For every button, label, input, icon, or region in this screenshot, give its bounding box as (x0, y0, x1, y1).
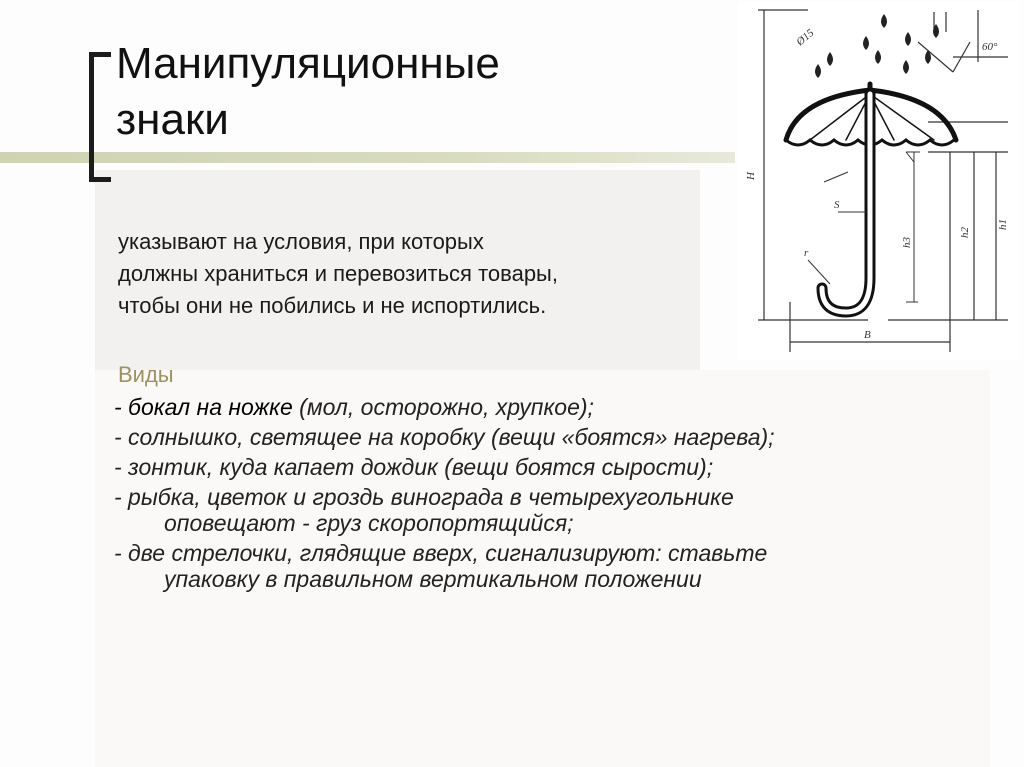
types-heading: Виды (118, 362, 174, 387)
umbrella-dimension-drawing-icon (738, 2, 1020, 360)
label-r: r (804, 247, 809, 259)
list-item-lead: - бокал на ножке (114, 394, 293, 420)
list-item (114, 422, 775, 452)
intro-text (118, 226, 558, 322)
intro-line-1: указывают на условия, при которых (118, 229, 484, 254)
label-b: B (864, 329, 871, 341)
label-s: S (834, 199, 840, 211)
title-line-2: знаки (116, 95, 229, 144)
list-item-continuation: оповещают - груз скоропортящийся; (164, 510, 574, 536)
list-item (114, 452, 775, 482)
label-h: H (745, 172, 757, 180)
label-h2: h2 (959, 227, 971, 238)
list-item-text: - две стрелочки, глядящие вверх, сигнализируют: ставьте (114, 540, 768, 566)
list-item-continuation: упаковку в правильном вертикальном положении (164, 566, 702, 592)
title-line-1: Манипуляционные (116, 39, 500, 88)
list-item (114, 392, 775, 422)
list-item-text: (мол, осторожно, хрупкое); (292, 394, 594, 420)
intro-line-3: чтобы они не побились и не испортились. (118, 293, 547, 318)
list-item-text: - солнышко, светящее на коробку (вещи «боятся» нагрева); (114, 424, 775, 450)
types-list (114, 392, 775, 594)
title-bracket (89, 52, 111, 182)
slide-title (116, 36, 500, 148)
list-item-text: - зонтик, куда капает дождик (вещи боятся сырости); (114, 454, 714, 480)
label-h1: h1 (997, 219, 1009, 230)
label-angle: 60° (982, 41, 998, 53)
label-h3: h3 (901, 237, 913, 248)
label-diameter: Ø15 (794, 26, 817, 49)
intro-line-2: должны храниться и перевозиться товары, (118, 261, 558, 286)
list-item-text: - рыбка, цветок и гроздь винограда в четырехугольнике (114, 484, 734, 510)
